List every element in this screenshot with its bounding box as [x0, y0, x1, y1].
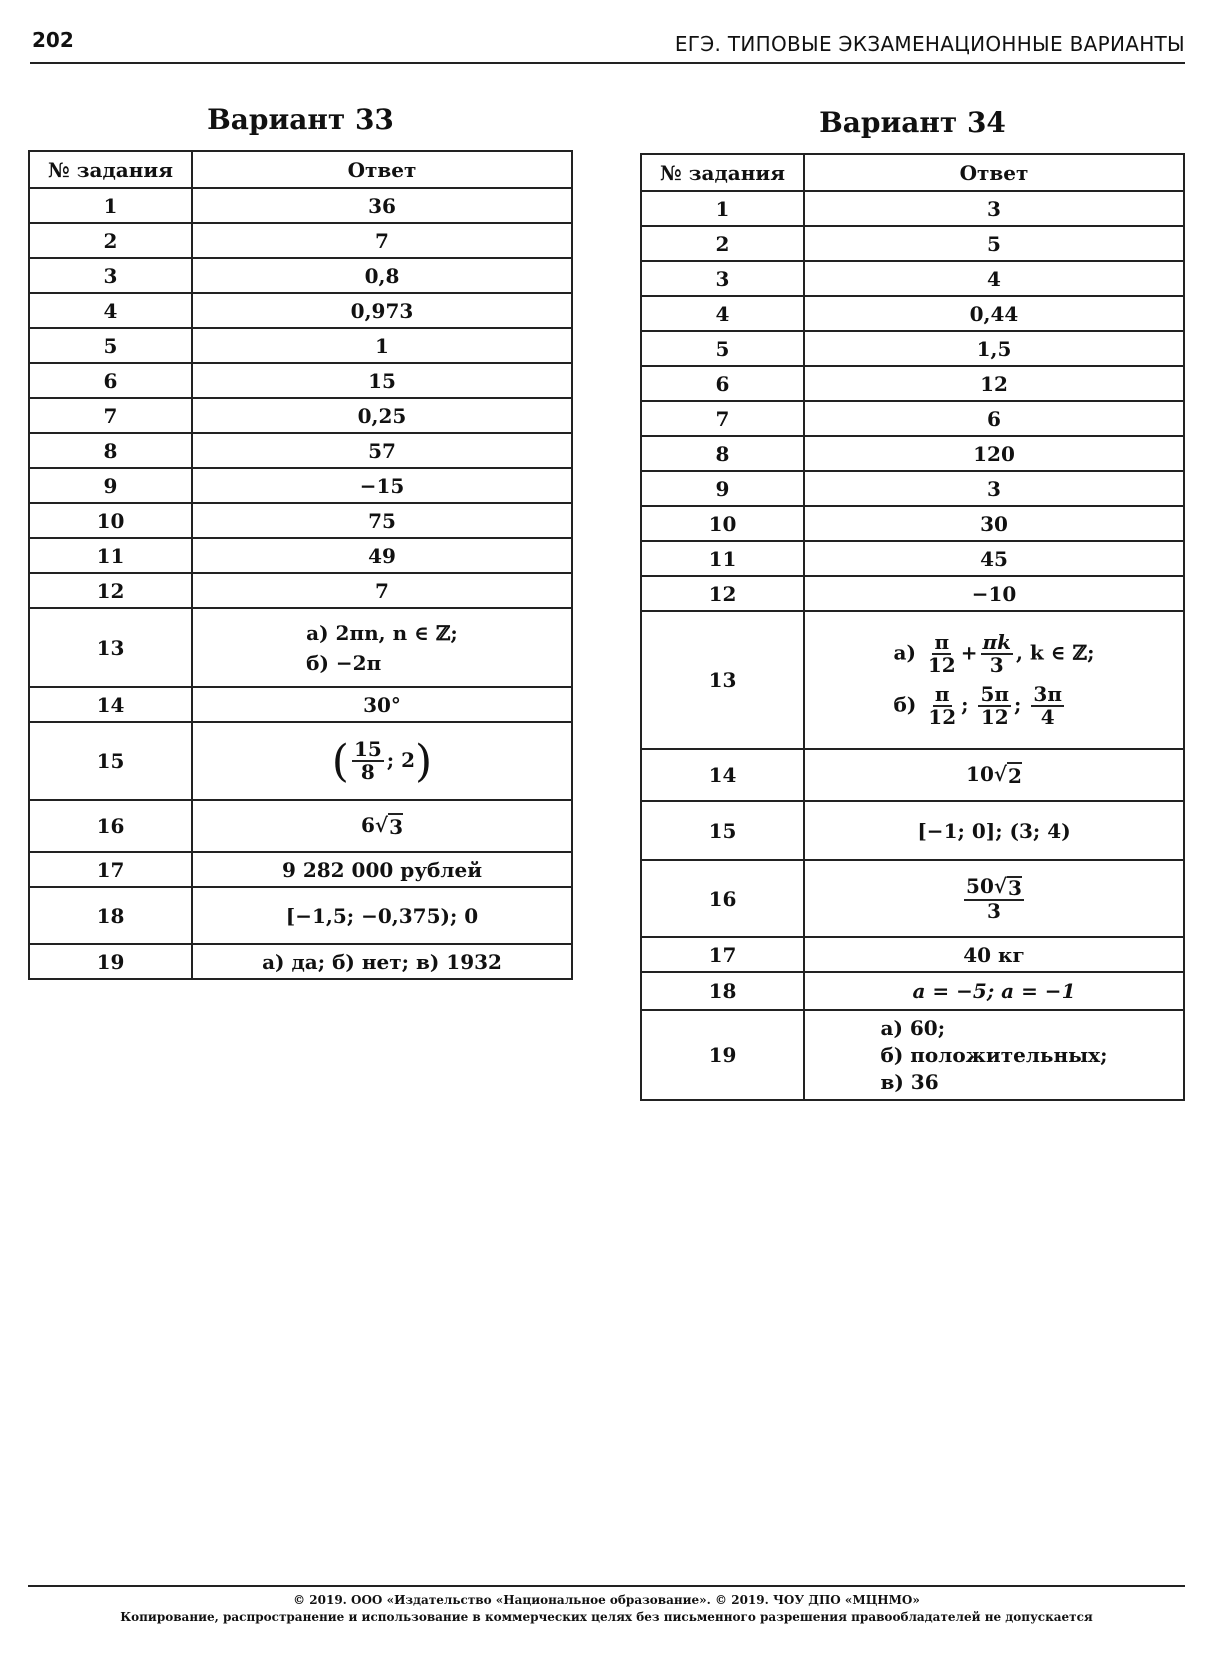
task-number: 19: [29, 944, 192, 979]
task-number: 4: [641, 296, 804, 331]
table-row: [641, 436, 1184, 471]
fraction-numerator: 15: [353, 737, 382, 761]
answer-part-c: в) 36: [880, 1069, 939, 1094]
square-root: √ 3: [374, 813, 403, 839]
answer-part-a: а) 2πn, n ∈ ℤ;: [306, 620, 458, 645]
table-row: [29, 433, 572, 468]
task-number: 6: [29, 363, 192, 398]
task-number: 14: [29, 687, 192, 722]
task-number: 9: [641, 471, 804, 506]
table-row: [29, 538, 572, 573]
radicand: 3: [389, 815, 403, 839]
table-row: [29, 722, 572, 800]
table-row: [29, 328, 572, 363]
page-footer: [28, 1585, 1185, 1626]
answer: ( $\frac{15}{8}$ ; 2): [192, 722, 572, 800]
task-number: 9: [29, 468, 192, 503]
table-row: [29, 887, 572, 944]
answer-part-a: а) $\frac{\pi}{12}$ + $\frac{\pi k}{3}$ , k ∈ ℤ;: [893, 630, 1095, 677]
radicand: 2: [1008, 764, 1022, 788]
task-number: 18: [641, 972, 804, 1010]
answer: [804, 860, 1184, 937]
table-header-row: [29, 151, 572, 188]
answer: 36: [192, 188, 572, 223]
column-header-answer: Ответ: [804, 154, 1184, 191]
table-row: [641, 331, 1184, 366]
answer: 45: [804, 541, 1184, 576]
variant-34-section: [640, 103, 1185, 1101]
fraction: [964, 873, 1024, 923]
task-number: 2: [641, 226, 804, 261]
task-number: 7: [641, 401, 804, 436]
answer: 40 кг: [804, 937, 1184, 972]
coefficient: 10: [966, 762, 994, 786]
answer: 1: [192, 328, 572, 363]
variant-34-title: Вариант 34: [819, 106, 1006, 139]
table-row: [29, 293, 572, 328]
table-row: [641, 1010, 1184, 1100]
answer: [804, 749, 1184, 801]
variant-34-table: [640, 153, 1185, 1101]
page-header: [30, 22, 1185, 64]
answer: а) да; б) нет; в) 1932: [192, 944, 572, 979]
task-number: 1: [29, 188, 192, 223]
answer: 5: [804, 226, 1184, 261]
copyright-notice: Копирование, распространение и использование в коммерческих целях без письменного разрешения правообладателей не допускается: [120, 1610, 1093, 1624]
task-number: 3: [29, 258, 192, 293]
task-number: 16: [641, 860, 804, 937]
answer: 120: [804, 436, 1184, 471]
answer: 15: [192, 363, 572, 398]
table-row: [29, 852, 572, 887]
fraction-denominator: 3: [987, 898, 1001, 923]
task-number: 18: [29, 887, 192, 944]
answer: 0,8: [192, 258, 572, 293]
answer: 6: [804, 401, 1184, 436]
task-number: 8: [641, 436, 804, 471]
task-number: 7: [29, 398, 192, 433]
page-number: 202: [32, 28, 74, 52]
variant-33-title: Вариант 33: [207, 103, 394, 136]
table-row: [29, 800, 572, 852]
answer-rest: ; 2: [386, 747, 416, 772]
fraction: $\frac{3\pi}{4}$: [1033, 682, 1062, 729]
table-row: [29, 468, 572, 503]
answer: 75: [192, 503, 572, 538]
fraction: $\frac{\pi}{12}$: [927, 630, 956, 677]
answer: [−1; 0]; (3; 4): [804, 801, 1184, 860]
answer: 57: [192, 433, 572, 468]
answer: [192, 608, 572, 687]
fraction-numerator: 50√ 3: [966, 873, 1022, 900]
task-number: 12: [29, 573, 192, 608]
answer-part-a: а) 60;: [880, 1015, 946, 1040]
table-row: [29, 188, 572, 223]
fraction-denominator: 8: [360, 760, 375, 784]
table-row: [641, 937, 1184, 972]
answer-part-b: б) положительных;: [880, 1042, 1108, 1067]
answer: 3: [804, 191, 1184, 226]
task-number: 13: [641, 611, 804, 749]
answer: 30°: [192, 687, 572, 722]
fraction: $\frac{5\pi}{12}$: [980, 682, 1010, 729]
variant-33-table: [28, 150, 573, 980]
table-header-row: [641, 154, 1184, 191]
answer: 1,5: [804, 331, 1184, 366]
answer-lines: [880, 1015, 1107, 1096]
table-row: [641, 506, 1184, 541]
running-title: ЕГЭ. ТИПОВЫЕ ЭКЗАМЕНАЦИОННЫЕ ВАРИАНТЫ: [674, 32, 1185, 56]
answer: −15: [192, 468, 572, 503]
table-row: [641, 541, 1184, 576]
answer: 12: [804, 366, 1184, 401]
table-row: [29, 687, 572, 722]
square-root: √ 3: [993, 873, 1022, 900]
answer: [804, 1010, 1184, 1100]
table-row: [641, 860, 1184, 937]
table-row: [641, 972, 1184, 1010]
answer: 9 282 000 рублей: [192, 852, 572, 887]
task-number: 2: [29, 223, 192, 258]
variant-33-section: [28, 100, 573, 980]
task-number: 3: [641, 261, 804, 296]
table-row: [29, 608, 572, 687]
answer: a = −5; a = −1: [804, 972, 1184, 1010]
table-row: [641, 366, 1184, 401]
fraction: $\frac{\pi k}{3}$: [982, 630, 1011, 677]
answer: [−1,5; −0,375); 0: [192, 887, 572, 944]
task-number: 11: [29, 538, 192, 573]
table-row: [641, 749, 1184, 801]
task-number: 8: [29, 433, 192, 468]
answer-lines: [306, 618, 458, 678]
answer-part-b: б) $\frac{\pi}{12}$ ; $\frac{5\pi}{12}$ ; $\frac{3\pi}{4}$: [893, 682, 1062, 729]
task-number: 4: [29, 293, 192, 328]
task-number: 5: [641, 331, 804, 366]
task-number: 17: [29, 852, 192, 887]
task-number: 17: [641, 937, 804, 972]
coefficient: 6: [361, 813, 375, 837]
task-number: 16: [29, 800, 192, 852]
answer: [192, 800, 572, 852]
table-row: [641, 296, 1184, 331]
answer-part-b: б) −2π: [306, 650, 382, 675]
table-row: [29, 363, 572, 398]
answer: [804, 611, 1184, 749]
column-header-answer: Ответ: [192, 151, 572, 188]
task-number: 1: [641, 191, 804, 226]
task-number: 10: [29, 503, 192, 538]
table-row: [641, 261, 1184, 296]
column-header-task: № задания: [641, 154, 804, 191]
fraction: $\frac{\pi}{12}$: [928, 682, 957, 729]
table-row: [641, 801, 1184, 860]
answer-lines: [894, 632, 1095, 728]
task-number: 5: [29, 328, 192, 363]
answer: 7: [192, 573, 572, 608]
task-number: 15: [29, 722, 192, 800]
task-number: 13: [29, 608, 192, 687]
table-row: [29, 398, 572, 433]
answer: 3: [804, 471, 1184, 506]
table-row: [641, 471, 1184, 506]
answer: 0,973: [192, 293, 572, 328]
table-row: [641, 226, 1184, 261]
table-row: [641, 611, 1184, 749]
task-number: 10: [641, 506, 804, 541]
task-number: 15: [641, 801, 804, 860]
table-row: [29, 223, 572, 258]
table-row: [29, 944, 572, 979]
answer: −10: [804, 576, 1184, 611]
table-row: [29, 503, 572, 538]
column-header-task: № задания: [29, 151, 192, 188]
answer: 7: [192, 223, 572, 258]
answer: 30: [804, 506, 1184, 541]
task-number: 6: [641, 366, 804, 401]
table-row: [29, 573, 572, 608]
answer: 4: [804, 261, 1184, 296]
table-row: [641, 401, 1184, 436]
answer: 49: [192, 538, 572, 573]
square-root: √ 2: [993, 762, 1022, 788]
task-number: 12: [641, 576, 804, 611]
table-row: [29, 258, 572, 293]
answer: 0,25: [192, 398, 572, 433]
table-row: [641, 191, 1184, 226]
fraction: [352, 739, 384, 783]
task-number: 14: [641, 749, 804, 801]
table-row: [641, 576, 1184, 611]
copyright-line: © 2019. ООО «Издательство «Национальное образование». © 2019. ЧОУ ДПО «МЦНМО»: [293, 1593, 920, 1607]
task-number: 11: [641, 541, 804, 576]
task-number: 19: [641, 1010, 804, 1100]
answer: 0,44: [804, 296, 1184, 331]
